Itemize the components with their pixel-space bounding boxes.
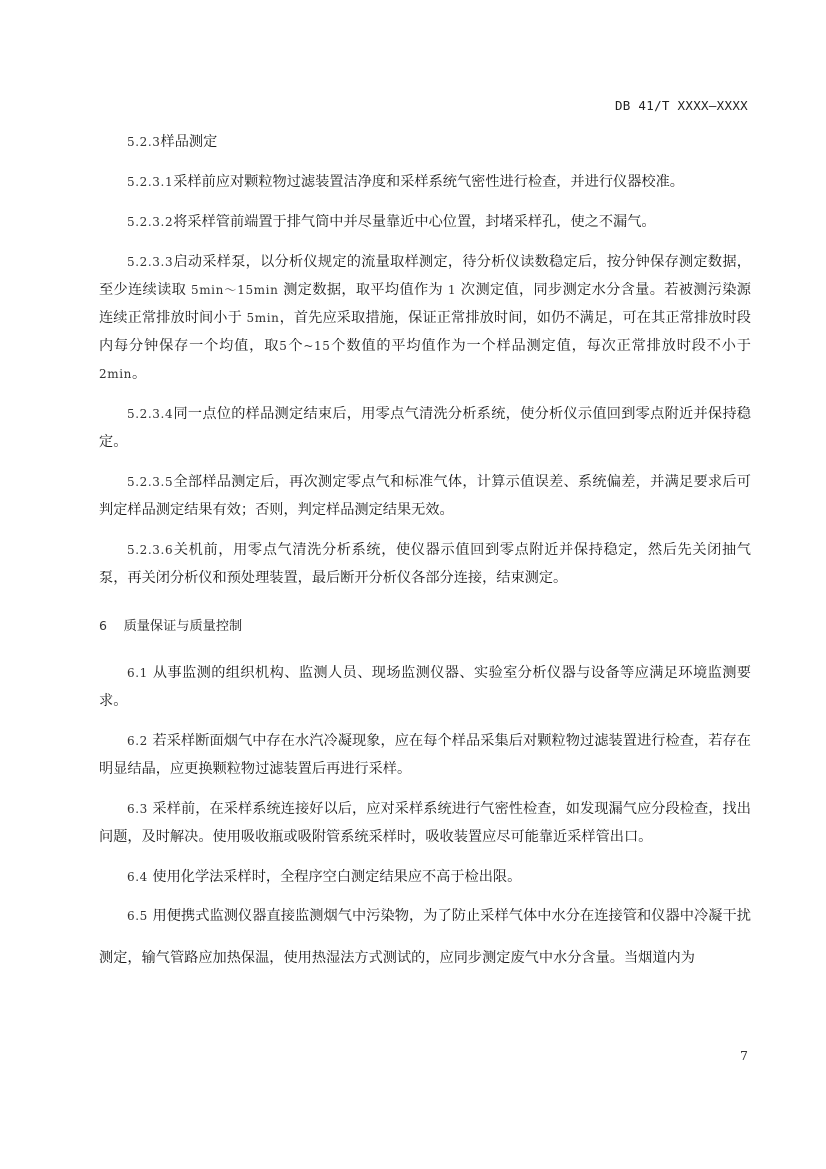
clause-number: 5.2.3.4: [127, 407, 174, 421]
clause-6-1: [99, 659, 751, 715]
duration-range: 5min～15min: [190, 283, 279, 297]
clause-text: 从事监测的组织机构、监测人员、现场监测仪器、实验室分析仪器与设备等应满足环境监测要求。: [99, 665, 751, 709]
clause-number: 6.3: [127, 802, 148, 816]
clause-number: 6.4: [127, 870, 148, 884]
count-range: ~15: [303, 339, 331, 353]
clause-6-3: [99, 795, 751, 851]
clause-text: 使用化学法采样时，全程序空白测定结果应不高于检出限。: [152, 869, 522, 885]
clause-number: 5.2.3.3: [127, 255, 174, 269]
section-number: 6: [99, 618, 108, 633]
clause-text-part: 。: [131, 366, 147, 382]
document-code: DB 41/T XXXX—XXXX: [614, 98, 748, 113]
section-title: 样品测定: [160, 134, 218, 150]
clause-number: 5.2.3.2: [127, 215, 174, 229]
section-6-heading: [99, 612, 751, 641]
clause-text-part: 个: [287, 338, 304, 354]
page-body: [99, 128, 751, 979]
clause-text: 将采样管前端置于排气筒中并尽量靠近中心位置，封堵采样孔，使之不漏气。: [173, 214, 656, 230]
clause-text-part: 测定数据，取平均值作为: [278, 282, 448, 298]
section-title: 质量保证与质量控制: [123, 619, 243, 634]
clause-text-part: 次测定值，同步测定水分含量。若被测污染源连续正常排放时间小于: [99, 282, 751, 326]
clause-text: 全部样品测定后，再次测定零点气和标准气体，计算示值误差、系统偏差，并满足要求后可判定样品测定结果有效；否则，判定样品测定结果无效。: [99, 474, 751, 518]
clause-text: 采样前，在采样系统连接好以后，应对采样系统进行气密性检查，如发现漏气应分段检查，找出问题，及时解决。使用吸收瓶或吸附管系统采样时，吸收装置应尽可能靠近采样管出口。: [99, 801, 751, 845]
duration-value: 2min: [99, 367, 132, 381]
clause-number: 5.2.3.5: [127, 475, 174, 489]
clause-5-2-3-3: [99, 248, 751, 388]
clause-text: 用便携式监测仪器直接监测烟气中污染物，为了防止采样气体中水分在连接管和仪器中冷凝干扰测定，输气管路应加热保温，使用热湿法方式测试的，应同步测定废气中水分含量。当烟道内为: [99, 908, 751, 966]
clause-5-2-3-1: [99, 168, 751, 196]
clause-5-2-3-5: [99, 468, 751, 524]
clause-number: 6.5: [127, 909, 148, 923]
clause-text-part: 启动采样泵，以分析仪规定的流量取样测定，待分析仪读数稳定后，按分钟保存测定数据，至少连续读取: [99, 254, 751, 298]
count-value: 5: [279, 339, 288, 353]
clause-5-2-3-4: [99, 400, 751, 456]
clause-text: 若采样断面烟气中存在水汽冷凝现象，应在每个样品采集后对颗粒物过滤装置进行检查，若存在明显结晶，应更换颗粒物过滤装置后再进行采样。: [99, 733, 751, 777]
count-value: 1: [447, 283, 457, 297]
clause-6-2: [99, 727, 751, 783]
clause-number: 6.2: [127, 734, 148, 748]
clause-text: 采样前应对颗粒物过滤装置洁净度和采样系统气密性进行检查，并进行仪器校准。: [173, 174, 684, 190]
clause-text-part: ，首先应采取措施，保证正常排放时间，如仍不满足，可在其正常排放时段内每分钟保存一个均值，取: [99, 310, 751, 354]
page-number: 7: [740, 1048, 748, 1063]
clause-text: 关机前，用零点气清洗分析系统，使仪器示值回到零点附近并保持稳定，然后先关闭抽气泵，再关闭分析仪和预处理装置，最后断开分析仪各部分连接，结束测定。: [99, 542, 751, 586]
duration-value: 5min: [246, 311, 280, 325]
clause-number: 5.2.3.1: [127, 175, 174, 189]
subsection-5-2-3: [99, 128, 751, 156]
clause-text: 同一点位的样品测定结束后，用零点气清洗分析系统，使分析仪示值回到零点附近并保持稳定。: [99, 406, 751, 450]
clause-number: 5.2.3.6: [127, 543, 174, 557]
section-number: 5.2.3: [127, 135, 161, 149]
clause-text-part: 个数值的平均值作为一个样品测定值，每次正常排放时段不小于: [330, 338, 751, 354]
clause-5-2-3-2: [99, 208, 751, 236]
clause-5-2-3-6: [99, 536, 751, 592]
clause-6-5: [99, 895, 751, 979]
clause-6-4: [99, 863, 751, 891]
clause-number: 6.1: [127, 666, 148, 680]
